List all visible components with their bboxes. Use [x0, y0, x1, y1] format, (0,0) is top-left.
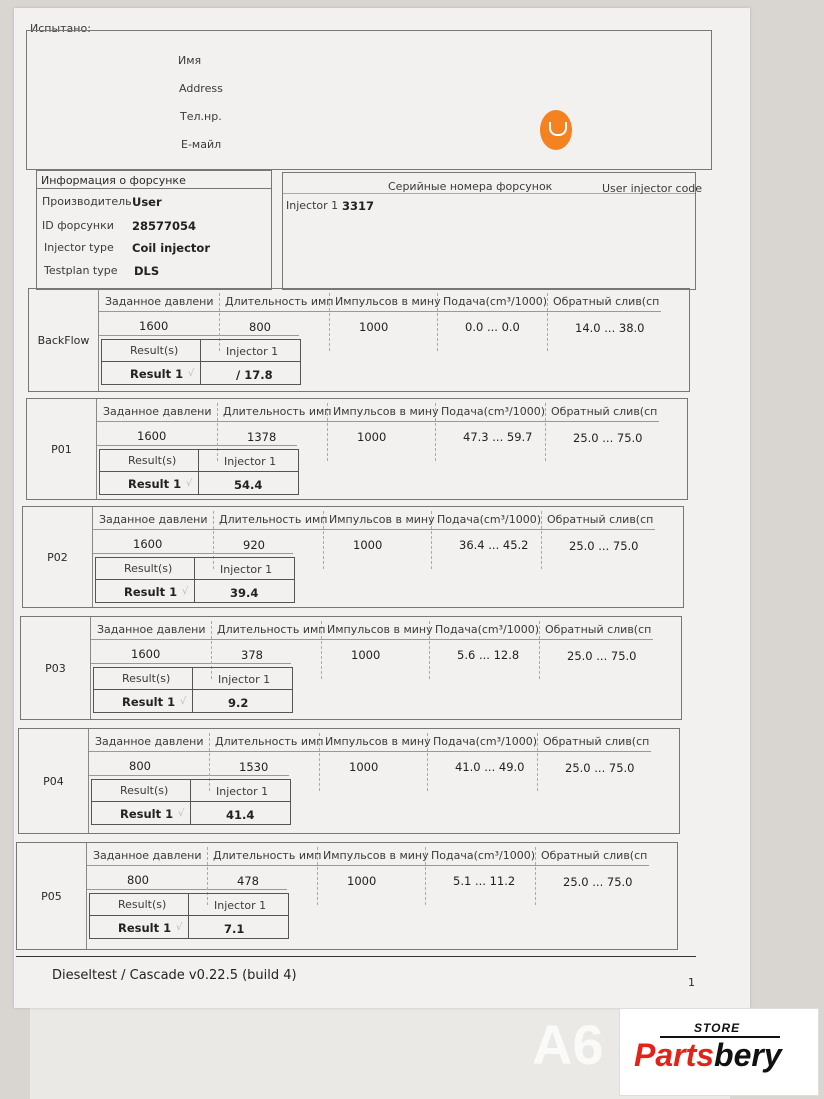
delivery-header: Подача(cm³/1000) [437, 513, 542, 526]
result-table [93, 667, 293, 713]
page-number: 1 [688, 976, 695, 989]
delivery-value: 5.1 ... 11.2 [453, 874, 516, 888]
test-block-p03 [20, 616, 682, 720]
result-1-label: Result 1 [128, 477, 182, 491]
backflow-header: Обратный слив(сп [547, 513, 654, 526]
manufacturer-label: Производитель [42, 195, 132, 208]
pulses-value: 1000 [347, 874, 377, 888]
result-1-label: Result 1 [130, 367, 184, 381]
backflow-value: 14.0 ... 38.0 [575, 321, 645, 335]
duration-value: 378 [241, 648, 263, 662]
delivery-header: Подача(cm³/1000) [441, 405, 546, 418]
results-header: Result(s) [124, 562, 173, 575]
duration-header: Длительность имп [217, 623, 326, 636]
pressure-header: Заданное давлени [103, 405, 212, 418]
test-block-backflow [28, 288, 690, 392]
pressure-header: Заданное давлени [93, 849, 202, 862]
result-1-value: / 17.8 [236, 368, 273, 382]
injector-header: Injector 1 [218, 673, 271, 686]
result-table [95, 557, 295, 603]
check-icon: √ [188, 368, 195, 379]
test-name: BackFlow [29, 289, 99, 391]
pressure-header: Заданное давлени [95, 735, 204, 748]
pulses-value: 1000 [353, 538, 383, 552]
test-name: P01 [27, 399, 97, 499]
result-table [101, 339, 301, 385]
result-1-value: 9.2 [228, 696, 249, 710]
backflow-value: 25.0 ... 75.0 [569, 539, 639, 553]
results-header: Result(s) [122, 672, 171, 685]
address-label: Address [179, 82, 223, 95]
check-icon: √ [186, 478, 193, 489]
backflow-value: 25.0 ... 75.0 [573, 431, 643, 445]
serial-injector-value: 3317 [342, 199, 375, 213]
pulses-header: Импульсов в мину [335, 295, 441, 308]
check-icon: √ [182, 586, 189, 597]
check-icon: √ [178, 808, 185, 819]
pressure-value: 800 [129, 759, 151, 773]
test-block-p02 [22, 506, 684, 608]
pulses-value: 1000 [357, 430, 387, 444]
backflow-header: Обратный слив(сп [553, 295, 660, 308]
result-1-label: Result 1 [118, 921, 172, 935]
watermark-text: A6 [532, 1013, 604, 1076]
duration-header: Длительность имп [219, 513, 328, 526]
pressure-value: 1600 [131, 647, 161, 661]
logo-brand-name: Partsbery [634, 1037, 782, 1073]
injector-header: Injector 1 [220, 563, 273, 576]
injector-header: Injector 1 [214, 899, 267, 912]
injector-header: Injector 1 [226, 345, 279, 358]
pressure-header: Заданное давлени [99, 513, 208, 526]
backflow-value: 25.0 ... 75.0 [567, 649, 637, 663]
serial-numbers-title: Серийные номера форсунок [388, 180, 553, 193]
duration-header: Длительность имп [223, 405, 332, 418]
duration-header: Длительность имп [213, 849, 322, 862]
test-name: P05 [17, 843, 87, 949]
backflow-value: 25.0 ... 75.0 [565, 761, 635, 775]
injector-type-label: Injector type [44, 241, 114, 254]
result-1-value: 39.4 [230, 586, 259, 600]
backflow-header: Обратный слив(сп [545, 623, 652, 636]
delivery-header: Подача(cm³/1000) [435, 623, 540, 636]
test-report-page [14, 8, 750, 1008]
injector-id-value: 28577054 [132, 219, 197, 233]
duration-value: 920 [243, 538, 265, 552]
duration-value: 1378 [247, 430, 277, 444]
partsbery-logo [619, 1008, 819, 1096]
user-injector-code-header: User injector code [602, 182, 703, 195]
pulses-value: 1000 [359, 320, 389, 334]
testplan-type-value: DLS [134, 264, 160, 278]
test-name: P02 [23, 507, 93, 607]
pulses-header: Импульсов в мину [327, 623, 433, 636]
injector-info-title: Информация о форсунке [37, 171, 271, 189]
footer-divider [16, 956, 696, 957]
delivery-value: 47.3 ... 59.7 [463, 430, 533, 444]
result-1-value: 7.1 [224, 922, 245, 936]
phone-label: Тел.нр. [180, 110, 222, 123]
duration-value: 800 [249, 320, 271, 334]
test-name: P04 [19, 729, 89, 833]
pulses-header: Импульсов в мину [325, 735, 431, 748]
pressure-value: 1600 [137, 429, 167, 443]
result-1-label: Result 1 [124, 585, 178, 599]
result-1-label: Result 1 [122, 695, 176, 709]
pulses-header: Импульсов в мину [333, 405, 439, 418]
injector-header: Injector 1 [216, 785, 269, 798]
logo-store-text: STORE [694, 1021, 741, 1035]
backflow-header: Обратный слив(сп [543, 735, 650, 748]
results-header: Result(s) [120, 784, 169, 797]
pressure-header: Заданное давлени [105, 295, 214, 308]
delivery-value: 41.0 ... 49.0 [455, 760, 525, 774]
testplan-type-label: Testplan type [44, 264, 118, 277]
delivery-value: 36.4 ... 45.2 [459, 538, 529, 552]
injector-type-value: Coil injector [132, 241, 210, 255]
duration-header: Длительность имп [215, 735, 324, 748]
delivery-header: Подача(cm³/1000) [443, 295, 548, 308]
backflow-header: Обратный слив(сп [551, 405, 658, 418]
pressure-value: 1600 [133, 537, 163, 551]
results-header: Result(s) [130, 344, 179, 357]
duration-value: 1530 [239, 760, 269, 774]
email-label: Е-майл [181, 138, 222, 151]
tested-box [26, 30, 712, 170]
delivery-header: Подача(cm³/1000) [431, 849, 536, 862]
delivery-header: Подача(cm³/1000) [433, 735, 538, 748]
results-header: Result(s) [118, 898, 167, 911]
duration-header: Длительность имп [225, 295, 334, 308]
pulses-value: 1000 [349, 760, 379, 774]
result-table [99, 449, 299, 495]
orange-marker-icon [540, 110, 572, 150]
backflow-value: 25.0 ... 75.0 [563, 875, 633, 889]
pressure-value: 800 [127, 873, 149, 887]
pulses-header: Импульсов в мину [329, 513, 435, 526]
result-1-label: Result 1 [120, 807, 174, 821]
result-table [89, 893, 289, 939]
footer-software-version: Dieseltest / Cascade v0.22.5 (build 4) [52, 968, 297, 983]
injector-header: Injector 1 [224, 455, 277, 468]
result-1-value: 54.4 [234, 478, 263, 492]
pulses-header: Импульсов в мину [323, 849, 429, 862]
delivery-value: 0.0 ... 0.0 [465, 320, 520, 334]
test-block-p05 [16, 842, 678, 950]
check-icon: √ [176, 922, 183, 933]
name-label: Имя [178, 54, 202, 67]
test-name: P03 [21, 617, 91, 719]
check-icon: √ [180, 696, 187, 707]
serial-injector-label: Injector 1 [286, 199, 339, 212]
delivery-value: 5.6 ... 12.8 [457, 648, 520, 662]
manufacturer-value: User [132, 195, 162, 209]
pressure-value: 1600 [139, 319, 169, 333]
result-1-value: 41.4 [226, 808, 255, 822]
injector-id-label: ID форсунки [42, 219, 114, 232]
pressure-header: Заданное давлени [97, 623, 206, 636]
duration-value: 478 [237, 874, 259, 888]
results-header: Result(s) [128, 454, 177, 467]
result-table [91, 779, 291, 825]
backflow-header: Обратный слив(сп [541, 849, 648, 862]
pulses-value: 1000 [351, 648, 381, 662]
tested-title: Испытано: [30, 22, 91, 35]
test-block-p04 [18, 728, 680, 834]
test-block-p01 [26, 398, 688, 500]
